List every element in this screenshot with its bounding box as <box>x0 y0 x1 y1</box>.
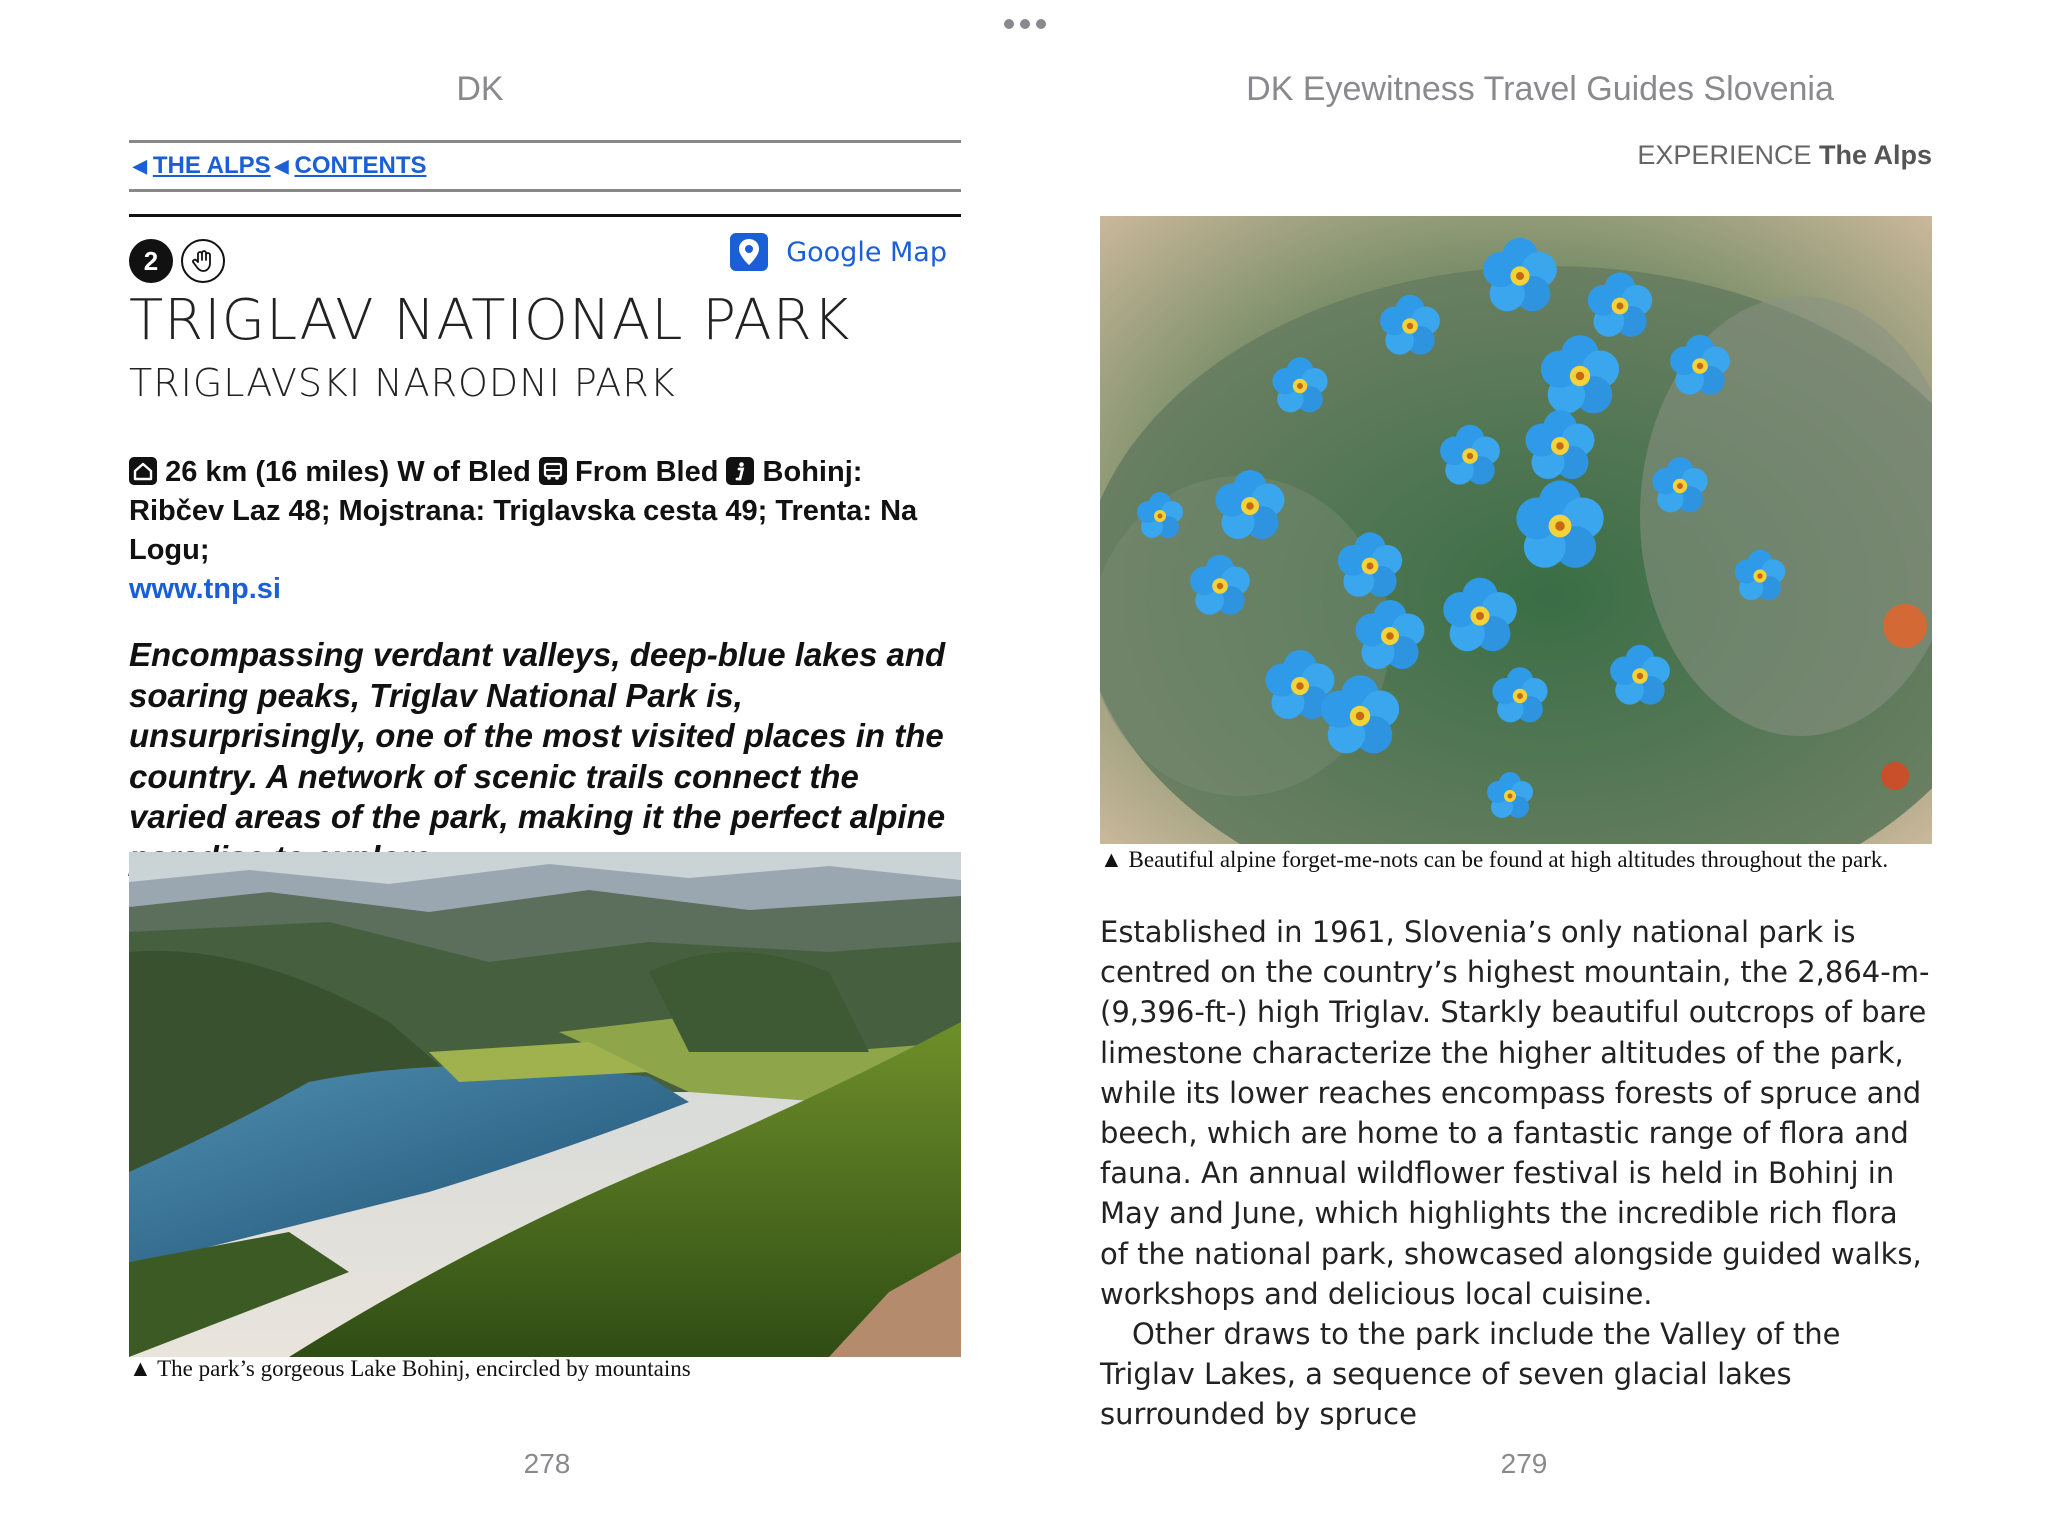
body-text <box>1100 912 1932 1435</box>
body-paragraph-2: Other draws to the park include the Valley of the Triglav Lakes, a sequence of seven glacial lakes surrounded by spruce <box>1100 1317 1841 1432</box>
lake-bohinj-photo <box>129 852 961 1357</box>
page-title: TRIGLAV NATIONAL PARK <box>129 288 851 353</box>
link-contents[interactable]: CONTENTS <box>294 152 427 179</box>
google-map-link[interactable] <box>730 233 947 271</box>
running-header-right: DK Eyewitness Travel Guides Slovenia <box>1246 70 1834 108</box>
info-icon <box>726 457 754 485</box>
page-number-left: 278 <box>523 1448 571 1479</box>
more-dots-icon[interactable] <box>1004 18 1046 30</box>
page-subtitle: TRIGLAVSKI NARODNI PARK <box>129 361 676 405</box>
house-icon <box>129 457 157 485</box>
section-heading <box>1100 140 1932 171</box>
info-text: Bohinj: Ribčev Laz 48; Mojstrana: Triglavska cesta 49; Trenta: Na Logu; <box>129 456 918 566</box>
section-prefix: EXPERIENCE <box>1637 140 1812 170</box>
hand-icon <box>181 239 225 283</box>
website-link[interactable]: www.tnp.si <box>129 573 281 605</box>
google-map-label: Google Map <box>786 236 947 268</box>
map-pin-icon <box>730 233 768 271</box>
page-number-right: 279 <box>1500 1448 1548 1479</box>
breadcrumb <box>129 140 961 192</box>
divider <box>129 214 961 217</box>
lake-photo-caption: ▲ The park’s gorgeous Lake Bohinj, encircled by mountains <box>129 1356 691 1381</box>
right-page <box>1100 140 1932 171</box>
back-arrow-icon: ◀ <box>274 155 289 176</box>
running-header-left: DK <box>456 70 504 108</box>
bus-icon <box>539 457 567 485</box>
lead-paragraph: Encompassing verdant valleys, deep-blue lakes and soaring peaks, Triglav National Park is, unsurprisingly, one of the most visited places in the country. A network of scenic trails connect the varied areas of the park, making it the perfect alpine <box>129 636 946 835</box>
distance-text: 26 km (16 miles) W of Bled <box>165 456 531 488</box>
bus-text: From Bled <box>575 456 719 488</box>
back-arrow-icon: ◀ <box>133 155 147 176</box>
section-name: The Alps <box>1818 140 1932 170</box>
body-paragraph-1: Established in 1961, Slovenia’s only national park is centred on the country’s highest mountain, the 2,864-m- (9,396-ft-) high Triglav. Starkly beautiful outcrops of bare limestone characterize the higher altitudes of the park, while its lower reaches encompass forests of spruce and beech, which are home to a fantastic range of flora and fauna. An annual wildflower festival is held in Bohinj in May and June, which highlights the incredible rich flora of the national park, showcased alongside guided walks, workshops and delicious local cuisine. <box>1100 915 1930 1311</box>
entry-number-badge: 2 <box>129 239 173 283</box>
practical-info <box>129 453 961 609</box>
flowers-photo-caption: ▲ Beautiful alpine forget-me-nots can be found at high altitudes throughout the park. <box>1100 847 1889 872</box>
link-the-alps[interactable]: THE ALPS <box>152 152 271 179</box>
left-page <box>129 140 961 878</box>
forget-me-nots-photo <box>1100 216 1932 844</box>
